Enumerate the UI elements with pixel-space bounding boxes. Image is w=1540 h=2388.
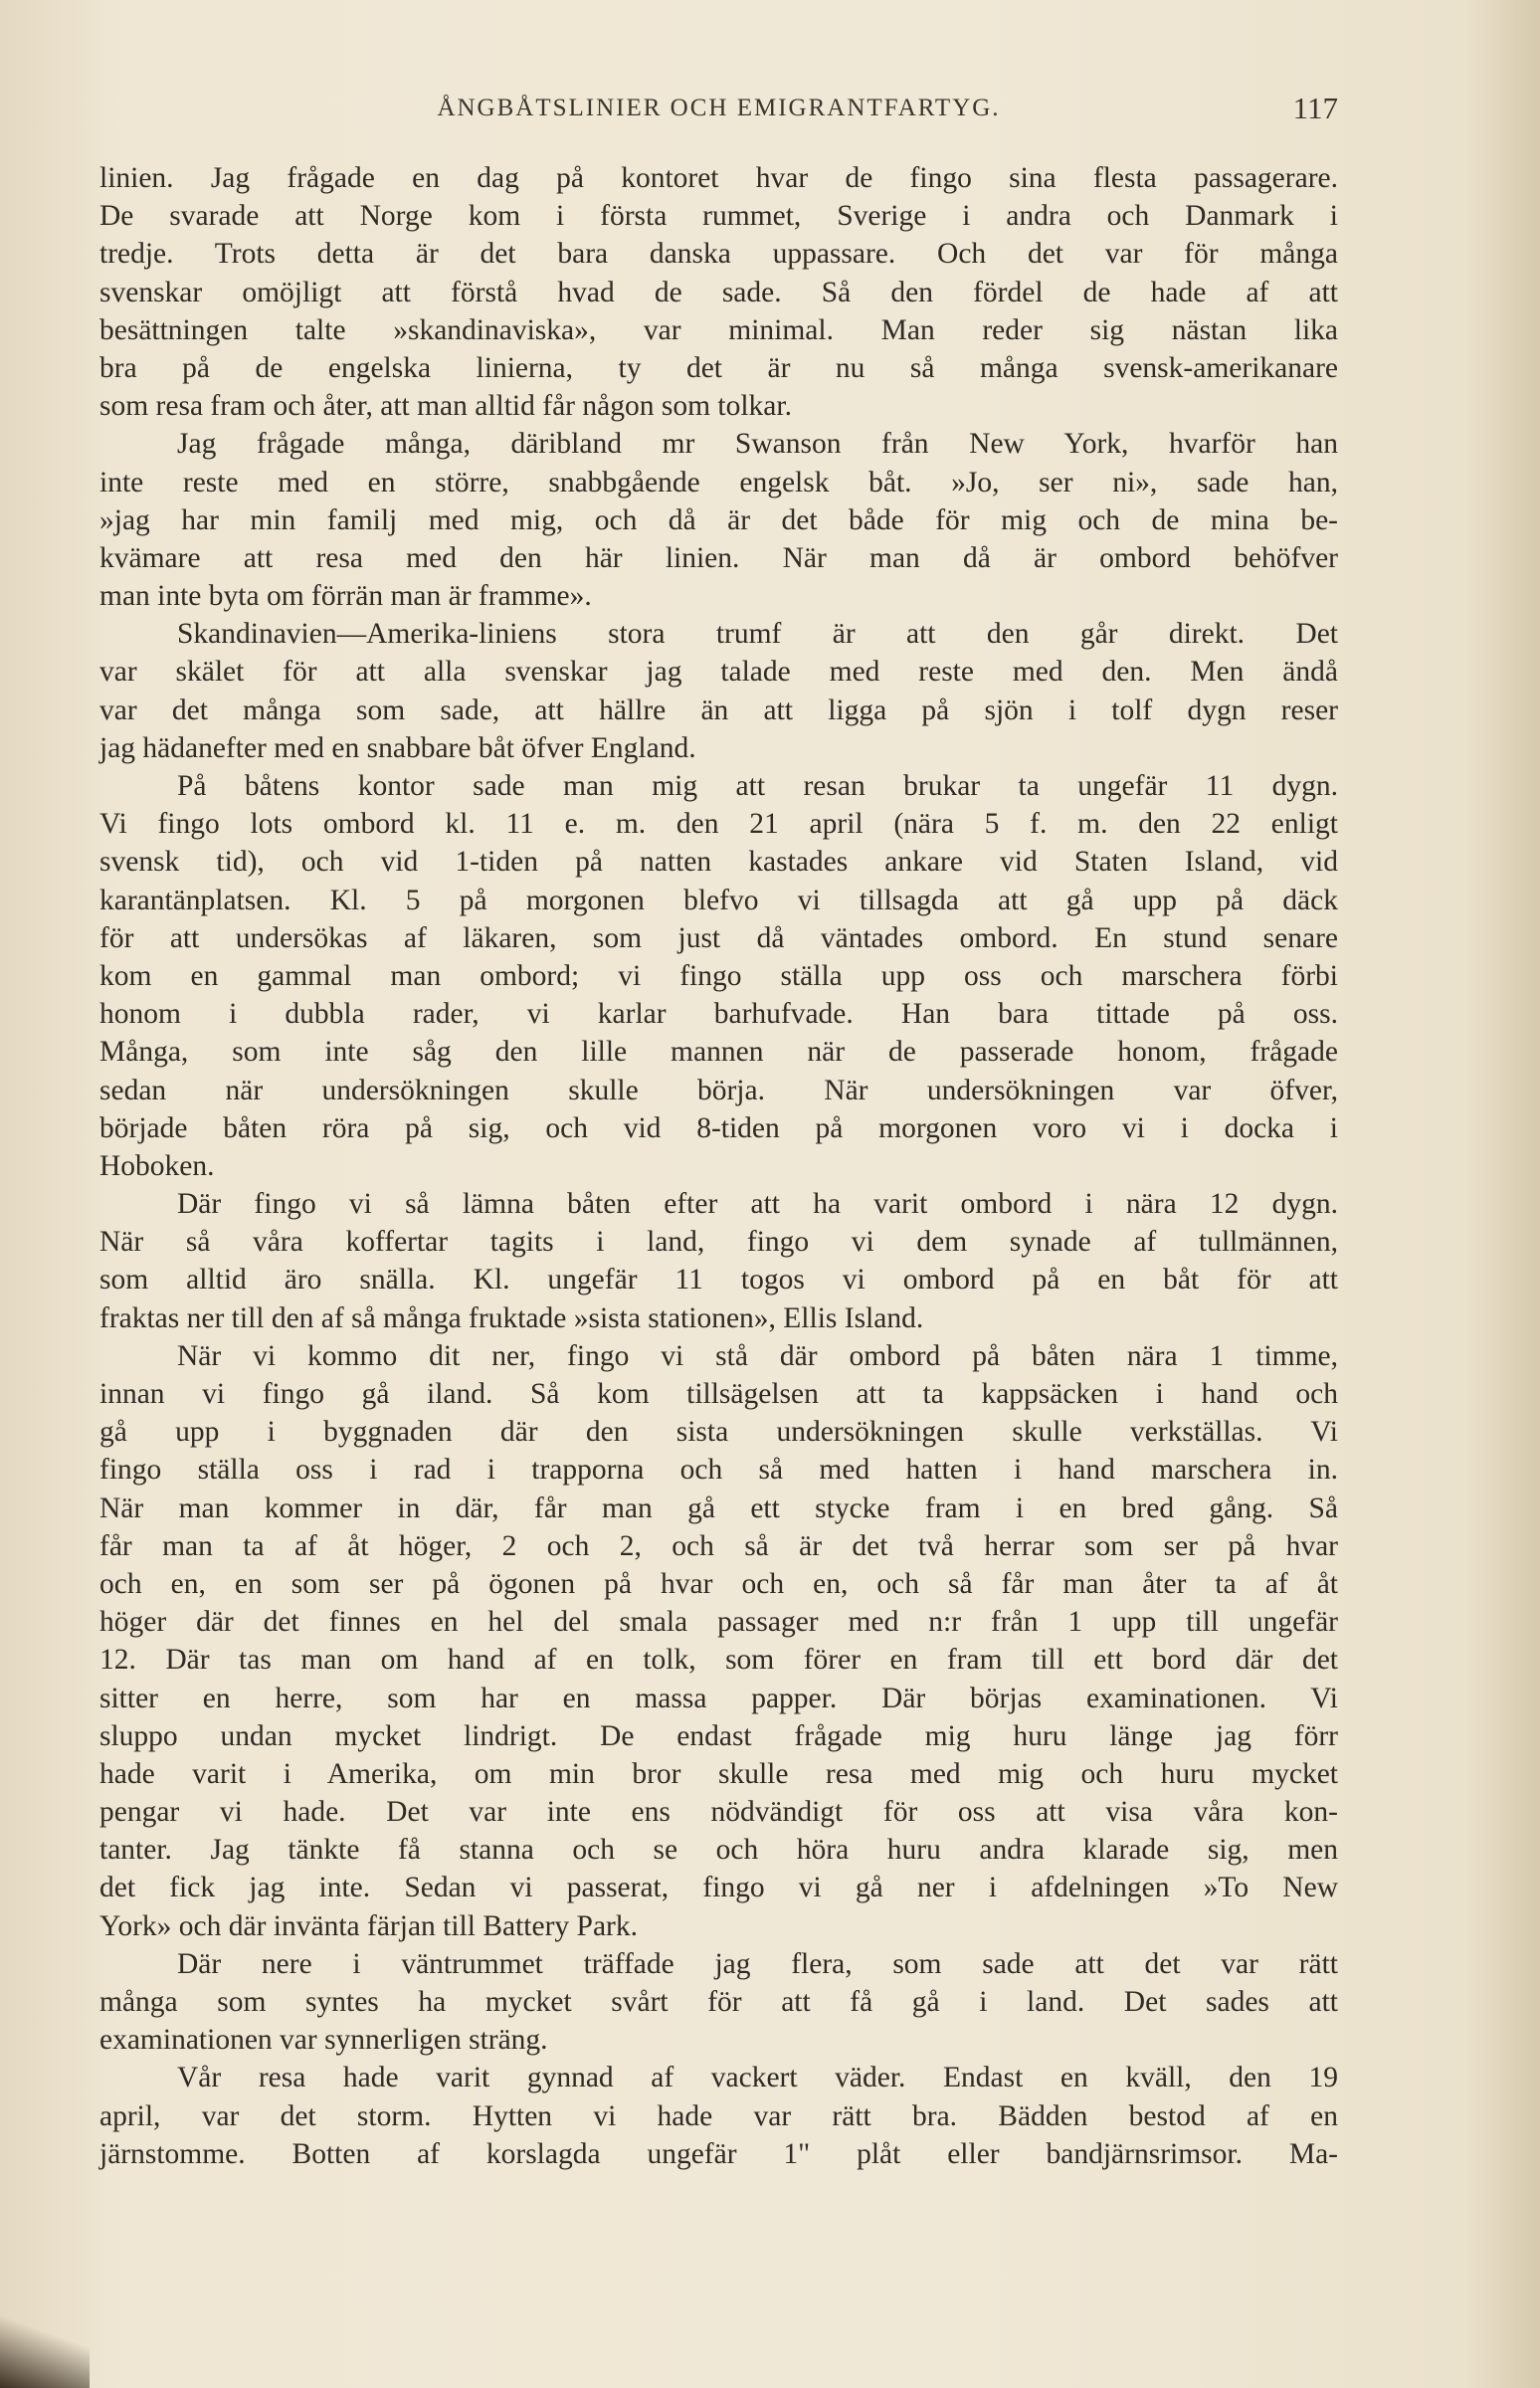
text-line: som resa fram och åter, att man alltid får någon som tolkar. bbox=[99, 390, 792, 423]
text-line: Jag frågade många, däribland mr Swanson från New York, hvarför han bbox=[177, 428, 1338, 461]
text-line: sedan när undersökningen skulle börja. När undersökningen var öfver, bbox=[99, 1074, 1338, 1106]
text-line: Vi fingo lots ombord kl. 11 e. m. den 21 april (nära 5 f. m. den 22 enligt bbox=[99, 808, 1338, 841]
paragraph bbox=[99, 425, 1338, 615]
text-line: gå upp i byggnaden där den sista undersökningen skulle verkställas. Vi bbox=[99, 1416, 1338, 1449]
text-line: När så våra koffertar tagits i land, fingo vi dem synade af tullmännen, bbox=[99, 1226, 1338, 1259]
text-line: examinationen var synnerligen sträng. bbox=[99, 2024, 548, 2057]
text-line: hade varit i Amerika, om min bror skulle resa med mig och huru mycket bbox=[99, 1757, 1338, 1790]
text-line: sitter en herre, som har en massa papper. Där börjas examinationen. Vi bbox=[99, 1682, 1338, 1714]
page-edge-shadow bbox=[0, 2298, 90, 2388]
text-line: Där nere i väntrummet träffade jag flera, som sade att det var rätt bbox=[177, 1947, 1338, 1980]
text-line: sluppo undan mycket lindrigt. De endast frågade mig huru länge jag förr bbox=[99, 1719, 1338, 1752]
text-line: pengar vi hade. Det var inte ens nödvändigt för oss att visa våra kon- bbox=[99, 1796, 1338, 1829]
text-line: De svarade att Norge kom i första rummet, Sverige i andra och Danmark i bbox=[99, 200, 1338, 233]
text-line: karantänplatsen. Kl. 5 på morgonen blefvo vi tillsagda att gå upp på däck bbox=[99, 884, 1338, 916]
text-line: april, var det storm. Hytten vi hade var rätt bra. Bädden bestod af en bbox=[99, 2099, 1338, 2132]
running-head: ÅNGBÅTSLINIER OCH EMIGRANTFARTYG. bbox=[437, 95, 1001, 121]
text-line: svenskar omöjligt att förstå hvad de sade. Så den fördel de hade af att bbox=[99, 276, 1338, 308]
text-line: På båtens kontor sade man mig att resan brukar ta ungefär 11 dygn. bbox=[177, 770, 1338, 802]
paragraph bbox=[99, 159, 1338, 425]
text-line: Där fingo vi så lämna båten efter att ha varit ombord i nära 12 dygn. bbox=[177, 1188, 1338, 1221]
text-line: för att undersökas af läkaren, som just då väntades ombord. En stund senare bbox=[99, 921, 1338, 954]
page-header bbox=[99, 91, 1338, 134]
text-line: Skandinavien—Amerika-liniens stora trumf är att den går direkt. Det bbox=[177, 618, 1338, 651]
paragraph bbox=[99, 767, 1338, 1185]
text-line: var skälet för att alla svenskar jag talade med reste med den. Men ändå bbox=[99, 656, 1338, 689]
text-line: inte reste med en större, snabbgående engelsk båt. »Jo, ser ni», sade han, bbox=[99, 466, 1338, 498]
text-line: järnstomme. Botten af korslagda ungefär 1" plåt eller bandjärnsrimsor. Ma- bbox=[99, 2137, 1338, 2170]
text-line: det fick jag inte. Sedan vi passerat, fingo vi gå ner i afdelningen »To New bbox=[99, 1872, 1338, 1904]
text-line: och en, en som ser på ögonen på hvar och en, och så får man åter ta af åt bbox=[99, 1567, 1338, 1600]
text-line: man inte byta om förrän man är framme». bbox=[99, 580, 592, 613]
text-line: var det många som sade, att hällre än att ligga på sjön i tolf dygn reser bbox=[99, 694, 1338, 726]
text-line: 12. Där tas man om hand af en tolk, som förer en fram till ett bord där det bbox=[99, 1644, 1338, 1677]
paragraph bbox=[99, 1337, 1338, 1945]
text-line: »jag har min familj med mig, och då är det både för mig och de mina be- bbox=[99, 503, 1338, 536]
text-line: tanter. Jag tänkte få stanna och se och höra huru andra klarade sig, men bbox=[99, 1834, 1338, 1867]
text-line: Hoboken. bbox=[99, 1149, 215, 1182]
text-line: fraktas ner till den af så många fruktade »sista stationen», Ellis Island. bbox=[99, 1301, 924, 1334]
text-line: kom en gammal man ombord; vi fingo ställa upp oss och marschera förbi bbox=[99, 959, 1338, 992]
text-line: York» och där invänta färjan till Battery Park. bbox=[99, 1909, 638, 1942]
text-line: jag hädanefter med en snabbare båt öfver England. bbox=[99, 731, 696, 764]
text-line: många som syntes ha mycket svårt för att få gå i land. Det sades att bbox=[99, 1986, 1338, 2018]
text-line: får man ta af åt höger, 2 och 2, och så är det två herrar som ser på hvar bbox=[99, 1529, 1338, 1562]
text-line: Vår resa hade varit gynnad af vackert väder. Endast en kväll, den 19 bbox=[177, 2062, 1338, 2094]
text-line: linien. Jag frågade en dag på kontoret hvar de fingo sina flesta passagerare. bbox=[99, 162, 1338, 194]
text-line: honom i dubbla rader, vi karlar barhufvade. Han bara tittade på oss. bbox=[99, 998, 1338, 1031]
text-line: bra på de engelska linierna, ty det är nu så många svensk-amerikanare bbox=[99, 351, 1338, 384]
page-number: 117 bbox=[1292, 91, 1338, 125]
text-line: kvämare att resa med den här linien. När man då är ombord behöfver bbox=[99, 541, 1338, 574]
text-line: svensk tid), och vid 1-tiden på natten kastades ankare vid Staten Island, vid bbox=[99, 846, 1338, 879]
paragraph bbox=[99, 615, 1338, 767]
text-line: tredje. Trots detta är det bara danska uppassare. Och det var för många bbox=[99, 238, 1338, 271]
body-text bbox=[99, 159, 1338, 2173]
text-line: innan vi fingo gå iland. Så kom tillsägelsen att ta kappsäcken i hand och bbox=[99, 1378, 1338, 1410]
paragraph bbox=[99, 2059, 1338, 2173]
text-line: När man kommer in där, får man gå ett stycke fram i en bred gång. Så bbox=[99, 1492, 1338, 1524]
text-line: När vi kommo dit ner, fingo vi stå där ombord på båten nära 1 timme, bbox=[177, 1339, 1338, 1372]
paragraph bbox=[99, 1945, 1338, 2060]
paragraph bbox=[99, 1185, 1338, 1337]
text-line: höger där det finnes en hel del smala passager med n:r från 1 upp till ungefär bbox=[99, 1606, 1338, 1639]
text-line: fingo ställa oss i rad i trapporna och så med hatten i hand marschera in. bbox=[99, 1454, 1338, 1487]
text-line: Många, som inte såg den lille mannen när de passerade honom, frågade bbox=[99, 1036, 1338, 1069]
text-line: som alltid äro snälla. Kl. ungefär 11 togos vi ombord på en båt för att bbox=[99, 1264, 1338, 1296]
text-line: började båten röra på sig, och vid 8-tiden på morgonen voro vi i docka i bbox=[99, 1111, 1338, 1144]
text-line: besättningen talte »skandinaviska», var minimal. Man reder sig nästan lika bbox=[99, 313, 1338, 346]
